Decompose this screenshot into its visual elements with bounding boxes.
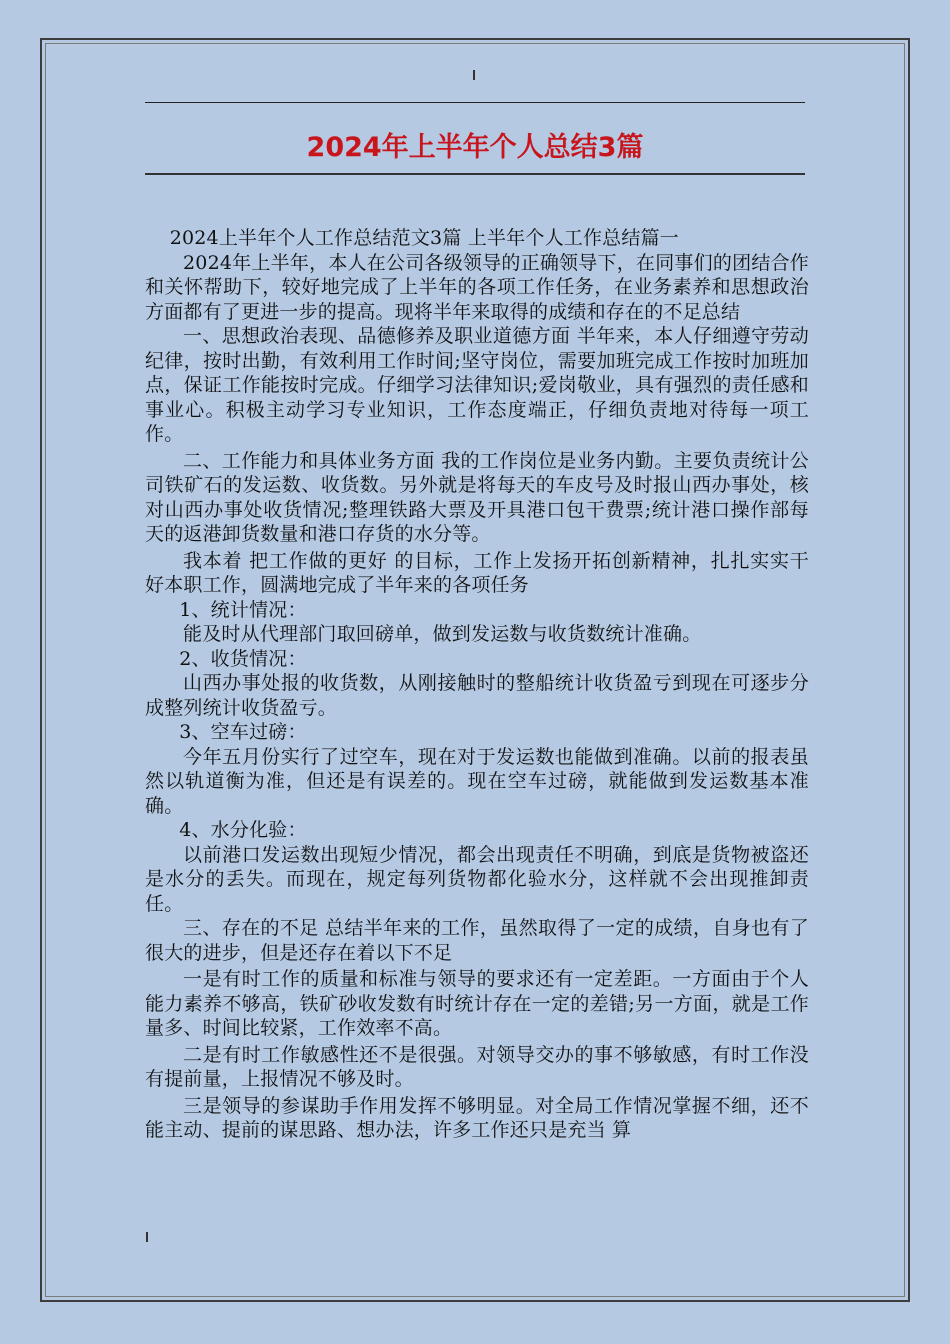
body-paragraph: 我本着 把工作做的更好 的目标，工作上发扬开拓创新精神，扎扎实实干好本职工作，圆满地完成了半年来的各项任务 xyxy=(145,549,809,596)
body-paragraph: 三是领导的参谋助手作用发挥不够明显。对全局工作情况掌握不细，还不能主动、提前的谋思路、想办法，许多工作还只是充当 算 xyxy=(145,1094,809,1141)
body-paragraph: 山西办事处报的收货数，从刚接触时的整船统计收货盈亏到现在可逐步分成整列统计收货盈亏。 xyxy=(145,672,809,719)
list-heading: 1、统计情况： xyxy=(179,598,307,621)
header-rule xyxy=(145,102,805,103)
section-paragraph: 一、思想政治表现、品德修养及职业道德方面 半年来，本人仔细遵守劳动纪律，按时出勤，有效利用工作时间;坚守岗位，需要加班完成工作按时加班加点，保证工作能按时完成。仔细学习法律知识;爱岗敬业，具有强烈的责任感和事业心。积极主动学习专业知识，工作态度端正，仔细负责地对待每一项工作。 xyxy=(145,325,809,445)
list-heading: 4、水分化验： xyxy=(179,819,307,841)
body-paragraph: 2024年上半年，本人在公司各级领导的正确领导下，在同事们的团结合作和关怀帮助下，较好地完成了上半年的各项工作任务，在业务素养和思想政治方面都有了更进一步的提高。现将半年来取得的成绩和存在的不足总结 xyxy=(145,251,809,323)
body-paragraph: 能及时从代理部门取回磅单，做到发运数与收货数统计准确。 xyxy=(183,623,702,645)
body-paragraph: 今年五月份实行了过空车，现在对于发运数也能做到准确。以前的报表虽然以轨道衡为准，但还是有误差的。现在空车过磅，就能做到发运数基本准确。 xyxy=(145,745,809,817)
section-paragraph: 三、存在的不足 总结半年来的工作，虽然取得了一定的成绩，自身也有了很大的进步，但是还存在着以下不足 xyxy=(145,917,809,964)
body-paragraph: 一是有时工作的质量和标准与领导的要求还有一定差距。一方面由于个人能力素养不够高，铁矿砂收发数有时统计存在一定的差错;另一方面，就是工作量多、时间比较紧，工作效率不高。 xyxy=(145,968,809,1039)
section-paragraph: 二、工作能力和具体业务方面 我的工作岗位是业务内勤。主要负责统计公司铁矿石的发运数、收货数。另外就是将每天的车皮号及时报山西办事处，核对山西办事处收货情况;整理铁路大票及开具港口包干费票;统计港口操作部每天的返港卸货数量和港口存货的水分等。 xyxy=(145,449,809,545)
title-rule xyxy=(145,173,805,175)
header-cursor-mark xyxy=(473,70,475,80)
footer-cursor-mark xyxy=(146,1232,148,1242)
subtitle-paragraph: 2024上半年个人工作总结范文3篇 上半年个人工作总结篇一 xyxy=(169,227,679,249)
body-paragraph: 二是有时工作敏感性还不是很强。对领导交办的事不够敏感，有时工作没有提前量，上报情况不够及时。 xyxy=(145,1043,809,1090)
list-heading: 3、空车过磅： xyxy=(179,721,307,743)
document-body xyxy=(145,226,809,1143)
document-title: 2024年上半年个人总结3篇 xyxy=(306,132,644,163)
body-paragraph: 以前港口发运数出现短少情况，都会出现责任不明确，到底是货物被盗还是水分的丢失。而现在，规定每列货物都化验水分，这样就不会出现推卸责任。 xyxy=(145,843,809,915)
list-heading: 2、收货情况： xyxy=(179,647,307,670)
